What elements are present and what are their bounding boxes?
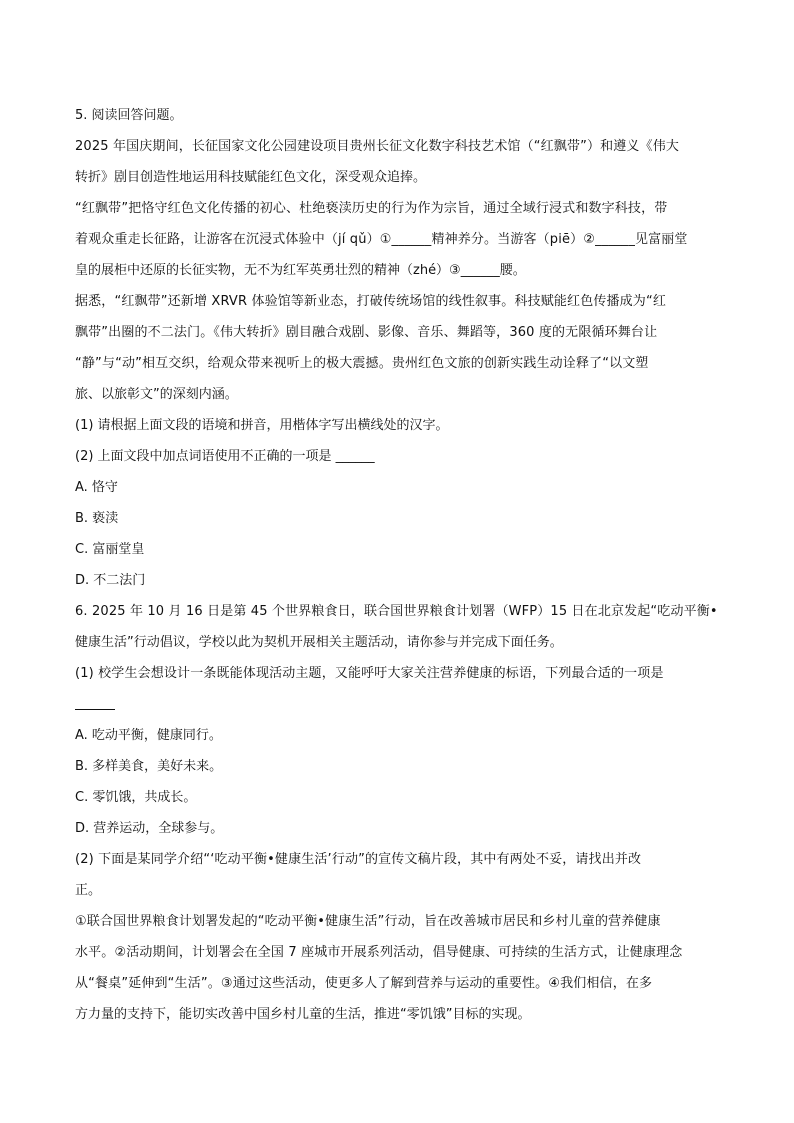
q5-option-d: D. 不二法门 [75, 573, 146, 588]
q5-option-a: A. 恪守 [75, 480, 118, 495]
q5-passage-line: 转折》剧目创造性地运用科技赋能红色文化，深受观众追捧。 [75, 170, 427, 185]
q5-passage-line: 旅、以旅彰文”的深刻内涵。 [75, 387, 238, 402]
q5-passage-line: “静”与“动”相互交织，给观众带来视听上的极大震撼。贵州红色文旅的创新实践生动诠释了“以文塑 [75, 356, 649, 371]
answer-underline [75, 709, 115, 710]
q5-passage-line: 着观众重走长征路，让游客在沉浸式体验中（jí qǔ）①______精神养分。当游客（piē）②______见富丽堂 [75, 232, 688, 247]
question-6-intro-line: 6. 2025 年 10 月 16 日是第 45 个世界粮食日，联合国世界粮食计划署（WFP）15 日在北京发起“吃动平衡• [75, 604, 718, 619]
question-5-header: 5. 阅读回答问题。 [75, 108, 183, 123]
q6-subquestion-2-line: 正。 [75, 883, 102, 898]
q5-passage-line: 飘带”出圈的不二法门。《伟大转折》剧目融合戏剧、影像、音乐、舞蹈等，360 度的无限循环舞台让 [75, 325, 658, 340]
question-6-intro-line: 健康生活”行动倡议，学校以此为契机开展相关主题活动，请你参与并完成下面任务。 [75, 635, 563, 650]
q6-passage-line: ①联合国世界粮食计划署发起的“吃动平衡•健康生活”行动，旨在改善城市居民和乡村儿童的营养健康 [75, 914, 661, 929]
q5-option-c: C. 富丽堂皇 [75, 542, 145, 557]
q5-passage-line: 皇的展柜中还原的长征实物，无不为红军英勇壮烈的精神（zhé）③______腰。 [75, 263, 526, 278]
q6-option-b: B. 多样美食，美好未来。 [75, 759, 223, 774]
q6-passage-line: 水平。②活动期间，计划署会在全国 7 座城市开展系列活动，倡导健康、可持续的生活方式，让健康理念 [75, 945, 683, 960]
q6-subquestion-1: (1) 校学生会想设计一条既能体现活动主题，又能呼吁大家关注营养健康的标语，下列最合适的一项是 [75, 666, 664, 681]
q5-option-b: B. 亵渎 [75, 511, 119, 526]
q5-passage-line: 2025 年国庆期间，长征国家文化公园建设项目贵州长征文化数字科技艺术馆（“红飘带”）和遵义《伟大 [75, 139, 680, 154]
q5-passage-line: “红飘带”把恪守红色文化传播的初心、杜绝亵渎历史的行为作为宗旨，通过全域行浸式和数字科技，带 [75, 201, 668, 216]
q5-subquestion-1: (1) 请根据上面文段的语境和拼音，用楷体字写出横线处的汉字。 [75, 418, 449, 433]
q6-passage-line: 从“餐桌”延伸到“生活”。③通过这些活动，使更多人了解到营养与运动的重要性。④我们相信，在多 [75, 976, 653, 991]
q6-answer-blank [75, 689, 725, 720]
q5-subquestion-2: (2) 上面文段中加点词语使用不正确的一项是 ______ [75, 449, 375, 464]
document-body [75, 100, 725, 1030]
q5-passage-line: 据悉，“红飘带”还新增 XRVR 体验馆等新业态，打破传统场馆的线性叙事。科技赋能红色传播成为“红 [75, 294, 666, 309]
q6-subquestion-2-line: (2) 下面是某同学介绍“‘吃动平衡•健康生活’行动”的宣传文稿片段，其中有两处不妥，请找出并改 [75, 852, 642, 867]
q6-option-c: C. 零饥饿，共成长。 [75, 790, 197, 805]
q6-option-d: D. 营养运动，全球参与。 [75, 821, 224, 836]
q6-option-a: A. 吃动平衡，健康同行。 [75, 728, 222, 743]
q6-passage-line: 方力量的支持下，能切实改善中国乡村儿童的生活，推进“零饥饿”目标的实现。 [75, 1007, 531, 1022]
